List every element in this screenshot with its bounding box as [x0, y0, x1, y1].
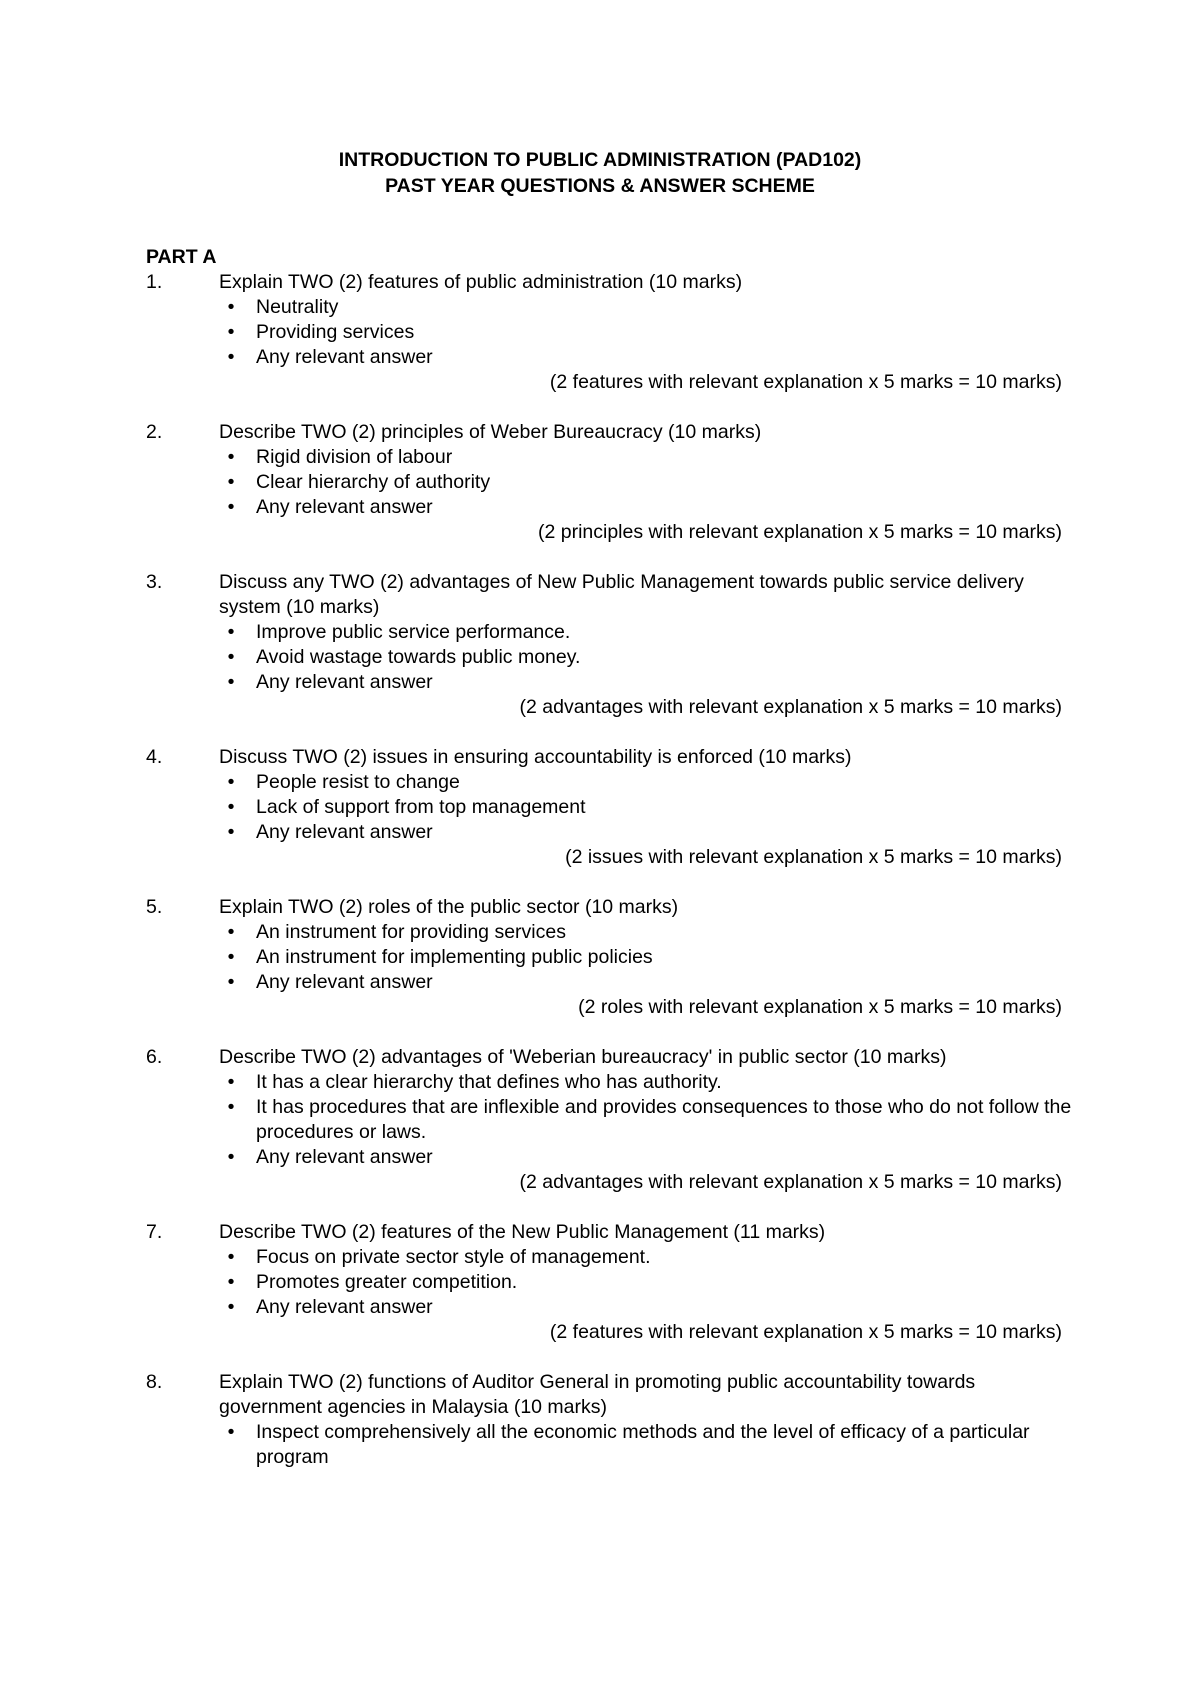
answer-points	[0, 920, 1200, 995]
bullet-icon: •	[227, 1296, 235, 1318]
answer-point	[227, 495, 1076, 520]
answer-point-text: Any relevant answer	[256, 1296, 433, 1318]
answer-point-text: Any relevant answer	[256, 346, 433, 368]
bullet-icon: •	[227, 621, 235, 643]
question-7	[0, 1220, 1200, 1345]
bullet-icon: •	[227, 471, 235, 493]
answer-point	[227, 1245, 1076, 1270]
answer-point-text: Any relevant answer	[256, 671, 433, 693]
answer-point	[227, 970, 1076, 995]
bullet-icon: •	[227, 1271, 235, 1293]
question-text: Describe TWO (2) advantages of 'Weberian bureaucracy' in public sector (10 marks)	[219, 1046, 947, 1068]
answer-point	[227, 920, 1076, 945]
bullet-icon: •	[227, 1421, 235, 1443]
bullet-icon: •	[227, 646, 235, 668]
answer-point	[227, 345, 1076, 370]
question-4	[0, 745, 1200, 870]
answer-point	[227, 295, 1076, 320]
answer-point-text: Neutrality	[256, 296, 339, 318]
question-number: 8.	[146, 1371, 163, 1393]
bullet-icon: •	[227, 946, 235, 968]
question-6	[0, 1045, 1200, 1195]
answer-points	[0, 1245, 1200, 1320]
title-line-1: INTRODUCTION TO PUBLIC ADMINISTRATION (PAD102)	[338, 149, 862, 171]
answer-point	[227, 1095, 1076, 1145]
question-5	[0, 895, 1200, 1020]
answer-points	[0, 620, 1200, 695]
bullet-icon: •	[227, 821, 235, 843]
answer-point-text: Promotes greater competition.	[256, 1271, 518, 1293]
answer-points	[0, 295, 1200, 370]
question-8	[0, 1370, 1200, 1470]
bullet-icon: •	[227, 296, 235, 318]
bullet-icon: •	[227, 1146, 235, 1168]
bullet-icon: •	[227, 346, 235, 368]
question-text: Describe TWO (2) principles of Weber Bureaucracy (10 marks)	[219, 421, 762, 443]
answer-points	[0, 1420, 1200, 1470]
question-text: Discuss any TWO (2) advantages of New Public Management towards public service delivery system (10 marks)	[219, 571, 1024, 618]
answer-point	[227, 470, 1076, 495]
answer-point-text: Providing services	[256, 321, 415, 343]
answer-point-text: Any relevant answer	[256, 821, 433, 843]
question-list	[0, 270, 1200, 1470]
answer-points	[0, 445, 1200, 520]
answer-point-text: Rigid division of labour	[256, 446, 453, 468]
bullet-icon: •	[227, 796, 235, 818]
answer-point-text: Focus on private sector style of management.	[256, 1246, 651, 1268]
marking-scheme: (2 features with relevant explanation x 5 marks = 10 marks)	[549, 1321, 1062, 1343]
bullet-icon: •	[227, 921, 235, 943]
answer-points	[0, 770, 1200, 845]
question-text: Discuss TWO (2) issues in ensuring accountability is enforced (10 marks)	[219, 746, 852, 768]
answer-point-text: Lack of support from top management	[256, 796, 586, 818]
answer-point	[227, 445, 1076, 470]
answer-point	[227, 795, 1076, 820]
document-title	[0, 147, 1200, 199]
answer-point	[227, 1270, 1076, 1295]
answer-point-text: Any relevant answer	[256, 971, 433, 993]
answer-point-text: Inspect comprehensively all the economic methods and the level of efficacy of a particular program	[256, 1421, 1030, 1468]
answer-point-text: An instrument for providing services	[256, 921, 566, 943]
question-text: Explain TWO (2) roles of the public sector (10 marks)	[219, 896, 679, 918]
answer-point	[227, 1145, 1076, 1170]
question-number: 2.	[146, 421, 163, 443]
question-number: 4.	[146, 746, 163, 768]
bullet-icon: •	[227, 1071, 235, 1093]
answer-point	[227, 820, 1076, 845]
bullet-icon: •	[227, 496, 235, 518]
question-text: Explain TWO (2) features of public administration (10 marks)	[219, 271, 743, 293]
answer-points	[0, 1070, 1200, 1170]
answer-point	[227, 320, 1076, 345]
question-number: 7.	[146, 1221, 163, 1243]
answer-point	[227, 1420, 1076, 1470]
question-number: 6.	[146, 1046, 163, 1068]
answer-point-text: People resist to change	[256, 771, 460, 793]
bullet-icon: •	[227, 771, 235, 793]
question-2	[0, 420, 1200, 545]
bullet-icon: •	[227, 446, 235, 468]
question-1	[0, 270, 1200, 395]
marking-scheme: (2 principles with relevant explanation x 5 marks = 10 marks)	[537, 521, 1062, 543]
marking-scheme: (2 features with relevant explanation x 5 marks = 10 marks)	[549, 371, 1062, 393]
answer-point	[227, 645, 1076, 670]
question-number: 3.	[146, 571, 163, 593]
question-text: Explain TWO (2) functions of Auditor General in promoting public accountability towards government agencies in Malaysia (10 marks)	[219, 1371, 976, 1418]
answer-point-text: Avoid wastage towards public money.	[256, 646, 581, 668]
answer-point	[227, 945, 1076, 970]
answer-point-text: It has procedures that are inflexible and provides consequences to those who do not follow the procedures or laws.	[256, 1096, 1072, 1143]
question-text: Describe TWO (2) features of the New Public Management (11 marks)	[219, 1221, 826, 1243]
marking-scheme: (2 advantages with relevant explanation x 5 marks = 10 marks)	[519, 1171, 1062, 1193]
question-3	[0, 570, 1200, 720]
bullet-icon: •	[227, 321, 235, 343]
answer-point-text: Clear hierarchy of authority	[256, 471, 491, 493]
bullet-icon: •	[227, 1096, 235, 1118]
answer-point	[227, 1070, 1076, 1095]
answer-point-text: Any relevant answer	[256, 1146, 433, 1168]
bullet-icon: •	[227, 671, 235, 693]
question-number: 5.	[146, 896, 163, 918]
answer-point-text: Any relevant answer	[256, 496, 433, 518]
bullet-icon: •	[227, 1246, 235, 1268]
marking-scheme: (2 issues with relevant explanation x 5 marks = 10 marks)	[565, 846, 1062, 868]
answer-point-text: It has a clear hierarchy that defines who has authority.	[256, 1071, 722, 1093]
marking-scheme: (2 roles with relevant explanation x 5 marks = 10 marks)	[578, 996, 1062, 1018]
answer-point	[227, 670, 1076, 695]
question-number: 1.	[146, 271, 163, 293]
answer-point-text: Improve public service performance.	[256, 621, 571, 643]
title-line-2: PAST YEAR QUESTIONS & ANSWER SCHEME	[385, 175, 815, 197]
part-heading: PART A	[146, 246, 217, 268]
answer-point-text: An instrument for implementing public policies	[256, 946, 653, 968]
answer-point	[227, 1295, 1076, 1320]
answer-point	[227, 770, 1076, 795]
marking-scheme: (2 advantages with relevant explanation x 5 marks = 10 marks)	[519, 696, 1062, 718]
answer-point	[227, 620, 1076, 645]
bullet-icon: •	[227, 971, 235, 993]
